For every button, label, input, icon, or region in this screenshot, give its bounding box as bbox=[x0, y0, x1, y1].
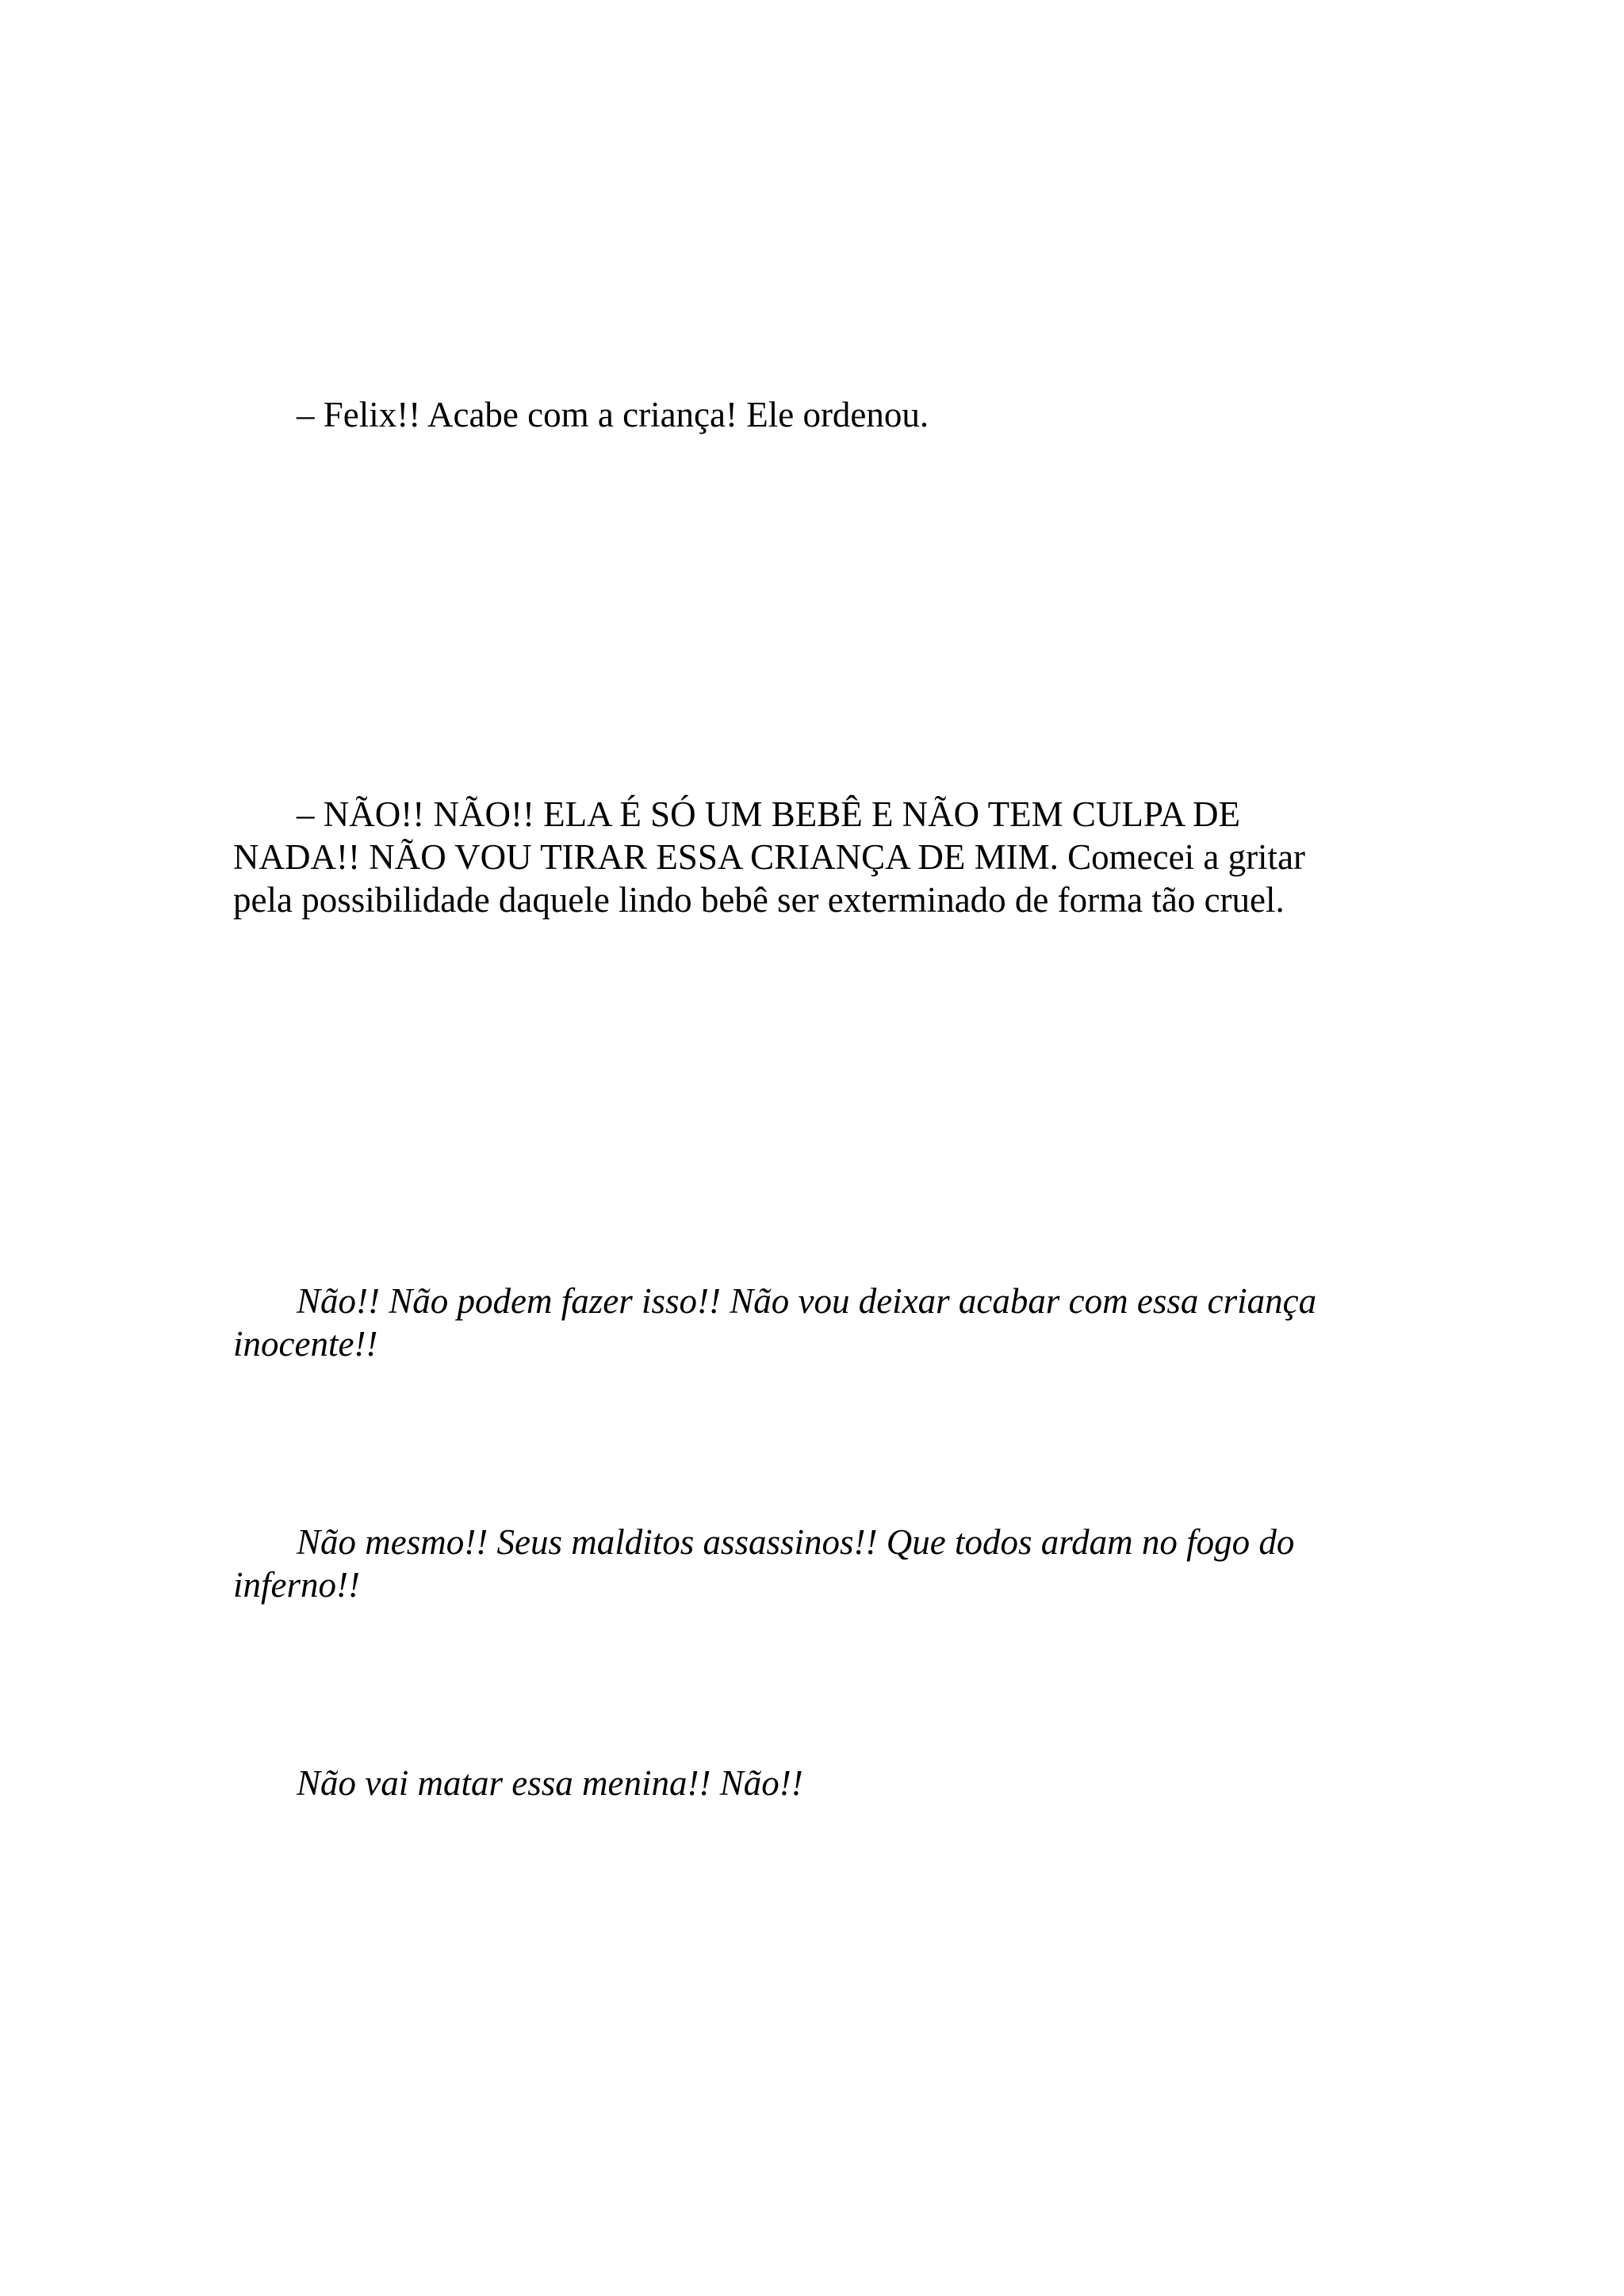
text-line: Não mesmo!! Seus malditos assassinos!! Que todos ardam no fogo do bbox=[297, 1522, 1295, 1562]
paragraph-inner-thought-1 bbox=[233, 1280, 1375, 1365]
text-line: Não vai matar essa menina!! Não!! bbox=[297, 1763, 803, 1803]
text-line: Não!! Não podem fazer isso!! Não vou deixar acabar com essa criança bbox=[297, 1281, 1317, 1321]
text-line: – Felix!! Acabe com a criança! Ele ordenou. bbox=[297, 395, 929, 434]
paragraph-inner-thought-3 bbox=[233, 1762, 1375, 1804]
text-line: NADA!! NÃO VOU TIRAR ESSA CRIANÇA DE MIM. Comecei a gritar bbox=[233, 837, 1306, 877]
text-line: inocente!! bbox=[233, 1324, 378, 1364]
text-line: – NÃO!! NÃO!! ELA É SÓ UM BEBÊ E NÃO TEM CULPA DE bbox=[297, 794, 1240, 834]
text-line: pela possibilidade daquele lindo bebê ser exterminado de forma tão cruel. bbox=[233, 880, 1285, 920]
text-line: inferno!! bbox=[233, 1565, 360, 1605]
paragraph-inner-thought-2 bbox=[233, 1521, 1375, 1606]
paragraph-shouting-refusal bbox=[233, 793, 1375, 921]
paragraph-felix-order bbox=[233, 393, 1375, 436]
